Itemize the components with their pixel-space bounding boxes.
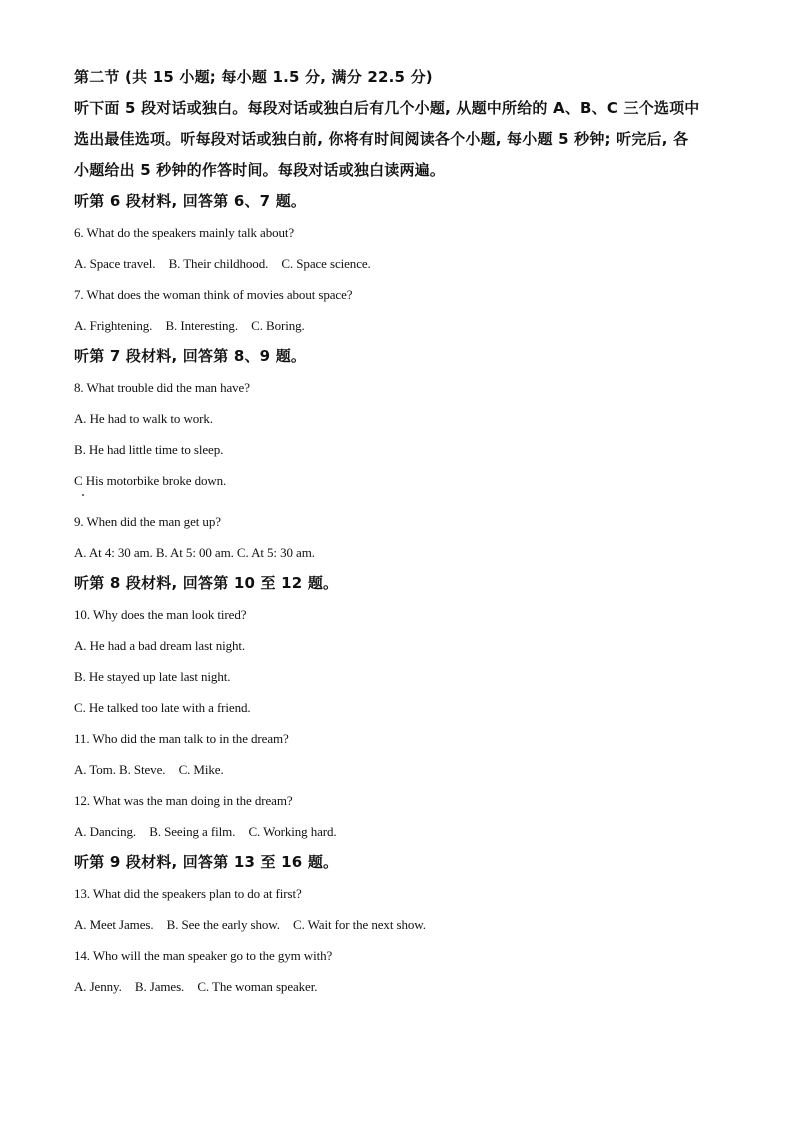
option: A. Meet James. bbox=[74, 917, 154, 932]
option: B. Their childhood. bbox=[168, 256, 269, 271]
option: A. Jenny. bbox=[74, 979, 122, 994]
stray-dot bbox=[82, 494, 84, 496]
instruction-line-1: 听下面 5 段对话或独白。每段对话或独白后有几个小题, 从题中所给的 A、B、C 三个选项中 bbox=[74, 99, 700, 117]
exam-page bbox=[74, 62, 734, 1002]
option: B. Seeing a film. bbox=[149, 824, 236, 839]
question: 12. What was the man doing in the dream? bbox=[74, 793, 293, 808]
option-row bbox=[74, 816, 734, 847]
part-heading: 听第 9 段材料, 回答第 13 至 16 题。 bbox=[74, 853, 339, 871]
option-row bbox=[74, 248, 734, 279]
option-row bbox=[74, 310, 734, 341]
option-row bbox=[74, 754, 734, 785]
option: C. The woman speaker. bbox=[197, 979, 318, 994]
option: B. Interesting. bbox=[165, 318, 238, 333]
option-row bbox=[74, 971, 734, 1002]
option: C. He talked too late with a friend. bbox=[74, 700, 251, 715]
question: 10. Why does the man look tired? bbox=[74, 607, 247, 622]
option: A. Frightening. bbox=[74, 318, 153, 333]
question: 14. Who will the man speaker go to the gym with? bbox=[74, 948, 333, 963]
option: C. Wait for the next show. bbox=[293, 917, 426, 932]
option-row: A. At 4: 30 am. B. At 5: 00 am. C. At 5: 30 am. bbox=[74, 545, 315, 560]
question: 7. What does the woman think of movies about space? bbox=[74, 287, 353, 302]
option: B. James. bbox=[134, 979, 185, 994]
question: 6. What do the speakers mainly talk about? bbox=[74, 225, 295, 240]
part-heading: 听第 7 段材料, 回答第 8、9 题。 bbox=[74, 347, 307, 365]
option: C. Boring. bbox=[251, 318, 305, 333]
part-heading: 听第 8 段材料, 回答第 10 至 12 题。 bbox=[74, 574, 339, 592]
option: B. See the early show. bbox=[166, 917, 280, 932]
instruction-line-2: 选出最佳选项。听每段对话或独白前, 你将有时间阅读各个小题, 每小题 5 秒钟; 听完后, 各 bbox=[74, 130, 689, 148]
option: C His motorbike broke down. bbox=[74, 473, 227, 488]
instruction-line-3: 小题给出 5 秒钟的作答时间。每段对话或独白读两遍。 bbox=[74, 161, 446, 179]
option: C. Space science. bbox=[281, 256, 371, 271]
option: B. He stayed up late last night. bbox=[74, 669, 231, 684]
option: A. He had a bad dream last night. bbox=[74, 638, 246, 653]
option: C. Working hard. bbox=[248, 824, 337, 839]
option: A. Tom. B. Steve. bbox=[74, 762, 166, 777]
option: A. Dancing. bbox=[74, 824, 137, 839]
option-row bbox=[74, 909, 734, 940]
option: C. Mike. bbox=[178, 762, 224, 777]
section-title: 第二节 (共 15 小题; 每小题 1.5 分, 满分 22.5 分) bbox=[74, 68, 433, 86]
part-heading: 听第 6 段材料, 回答第 6、7 题。 bbox=[74, 192, 307, 210]
spacer bbox=[74, 496, 734, 506]
option: A. Space travel. bbox=[74, 256, 156, 271]
option: A. He had to walk to work. bbox=[74, 411, 213, 426]
question: 9. When did the man get up? bbox=[74, 514, 221, 529]
question: 11. Who did the man talk to in the dream? bbox=[74, 731, 289, 746]
question: 13. What did the speakers plan to do at first? bbox=[74, 886, 302, 901]
question: 8. What trouble did the man have? bbox=[74, 380, 250, 395]
option: B. He had little time to sleep. bbox=[74, 442, 224, 457]
